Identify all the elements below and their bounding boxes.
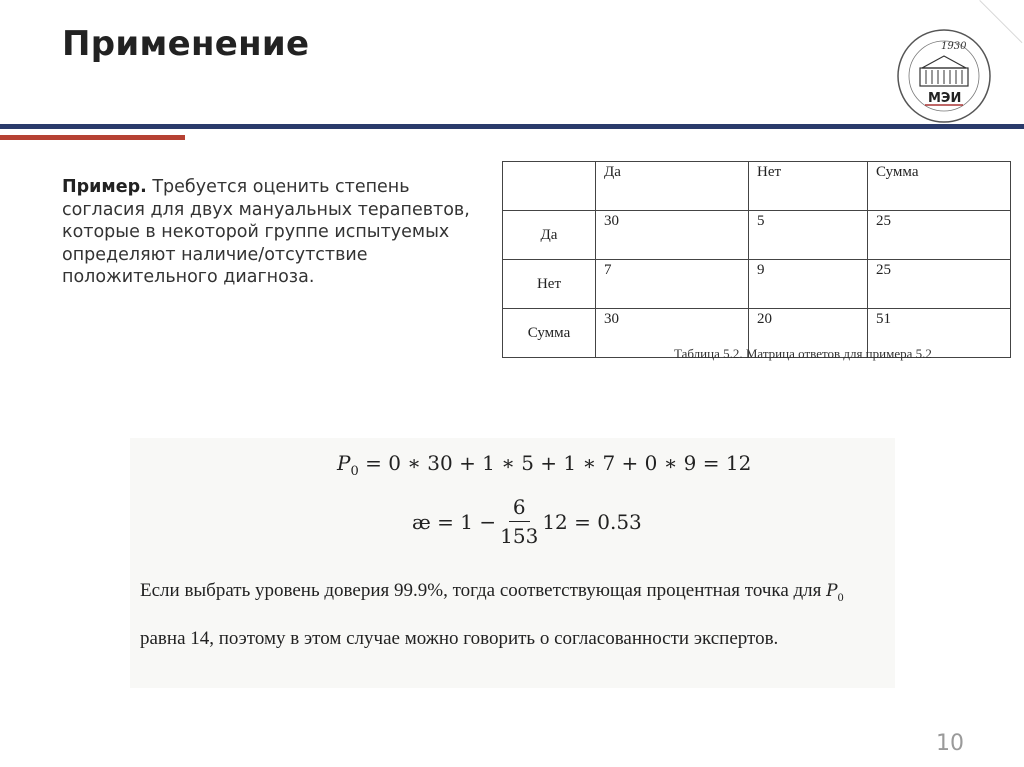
table-cell: 9: [749, 260, 868, 309]
table-cell: 30: [596, 309, 749, 358]
table-corner-cell: [503, 162, 596, 211]
table-header-row: [503, 162, 1011, 211]
table-caption: Таблица 5.2. Матрица ответов для примера 5.2: [674, 346, 932, 361]
conclusion-var: P: [826, 581, 838, 601]
table-cell: 25: [868, 211, 1011, 260]
kappa-lhs: æ = 1 −: [412, 509, 497, 534]
kappa-numerator: 6: [509, 495, 530, 522]
table-cell: 25: [868, 260, 1011, 309]
conclusion-text: [140, 570, 890, 659]
table-header-cell: Да: [596, 162, 749, 211]
mei-logo-icon: [892, 26, 996, 126]
p0-expression: = 0 ∗ 30 + 1 ∗ 5 + 1 ∗ 7 + 0 ∗ 9 = 12: [358, 451, 752, 475]
page-title: Применение: [62, 24, 310, 64]
table-header-cell: Сумма: [868, 162, 1011, 211]
header-rule-red: [0, 135, 185, 140]
response-matrix-table: [502, 161, 1011, 358]
table-row: [503, 260, 1011, 309]
example-label: Пример.: [62, 177, 147, 197]
conclusion-part2: равна 14, поэтому в этом случае можно говорить о согласованности экспертов.: [140, 627, 779, 649]
example-text: [62, 176, 482, 289]
table-cell: 5: [749, 211, 868, 260]
table-row-header: Да: [503, 211, 596, 260]
p0-formula: [337, 451, 751, 479]
table-row: [503, 211, 1011, 260]
kappa-denominator: 153: [500, 524, 539, 548]
table-cell: 30: [596, 211, 749, 260]
table-row-header: Сумма: [503, 309, 596, 358]
logo-abbreviation: МЭИ: [928, 91, 962, 106]
kappa-rhs: 12 = 0.53: [542, 509, 642, 534]
table-cell: 7: [596, 260, 749, 309]
header-rule-blue: [0, 124, 1024, 129]
conclusion-var-sub: 0: [837, 589, 844, 604]
example-body: Требуется оценить степень согласия для двух мануальных терапевтов, которые в некоторой группе испытуемых определяют наличие/отсутствие положительного диагноза.: [62, 177, 470, 287]
logo-year: 1930: [941, 41, 967, 52]
conclusion-part1: Если выбрать уровень доверия 99.9%, тогда соответствующая процентная точка для: [140, 580, 827, 601]
kappa-fraction: [500, 495, 538, 548]
page-number: 10: [936, 731, 964, 756]
table-row-header: Нет: [503, 260, 596, 309]
table-cell: 20: [749, 309, 868, 358]
kappa-formula: [412, 495, 642, 548]
p0-subscript: 0: [350, 464, 359, 479]
table-header-cell: Нет: [749, 162, 868, 211]
p0-symbol: P: [337, 451, 351, 475]
table-cell: 51: [868, 309, 1011, 358]
